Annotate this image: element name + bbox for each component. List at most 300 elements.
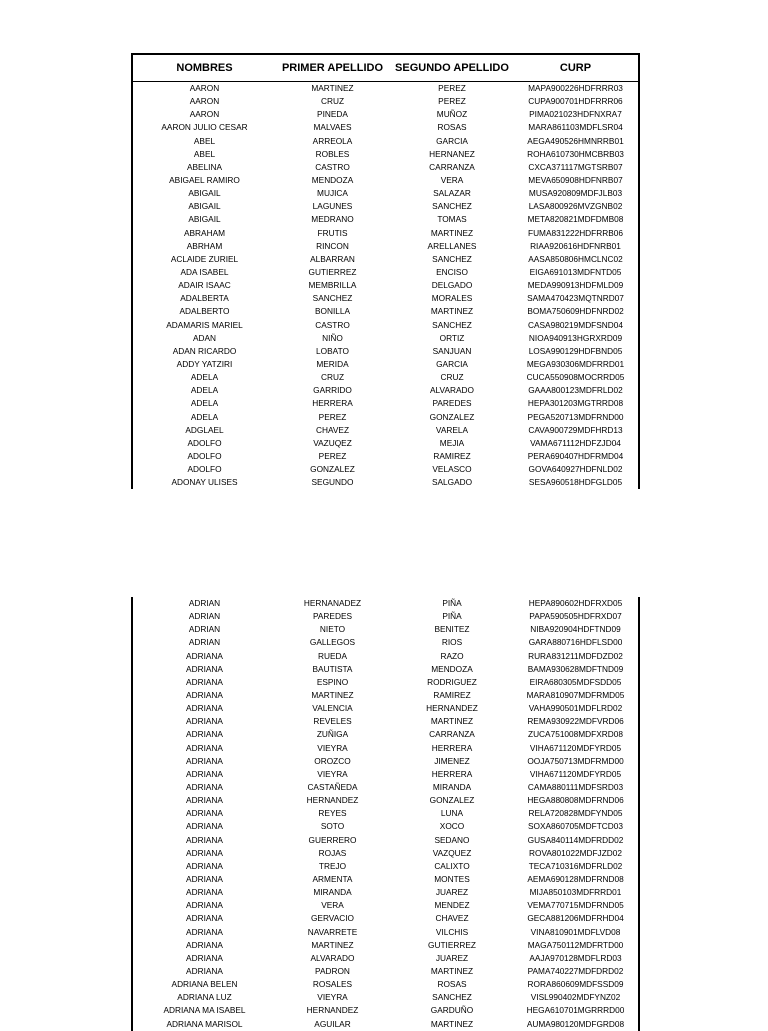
curp-cell: MEGA930306MDFRRD01: [526, 358, 625, 369]
segundo-apellido-cell: VERA: [440, 174, 464, 185]
segundo-apellido-cell: GONZALEZ: [429, 795, 475, 806]
segundo-apellido-cell: CALIXTO: [434, 860, 470, 871]
segundo-apellido-cell: GONZALEZ: [429, 411, 475, 422]
nombre-cell: ADRIANA: [186, 873, 223, 884]
nombre-cell: ADRIANA: [186, 795, 223, 806]
table-row: [133, 663, 638, 676]
curp-cell: VAMA671112HDFZJD04: [530, 437, 621, 448]
names-table-page-1: [131, 53, 640, 489]
primer-apellido-cell: VERA: [321, 900, 344, 911]
curp-cell: BOMA750609HDFNRD02: [527, 306, 624, 317]
nombre-cell: ADRIANA: [186, 965, 223, 976]
segundo-apellido-cell: MARTINEZ: [430, 306, 474, 317]
curp-cell: RIAA920616HDFNRB01: [530, 240, 621, 251]
primer-apellido-cell: ESPINO: [316, 676, 349, 687]
segundo-apellido-cell: TOMAS: [437, 214, 467, 225]
table-row: [133, 623, 638, 636]
nombre-cell: ADRIANA: [186, 703, 223, 714]
table-row: [133, 345, 638, 358]
nombre-cell: ADRIANA: [186, 939, 223, 950]
primer-apellido-cell: ARMENTA: [312, 873, 353, 884]
primer-apellido-cell: GARRIDO: [313, 385, 352, 396]
primer-apellido-cell: HERNANADEZ: [303, 598, 362, 608]
header-segundo-apellido: SEGUNDO APELLIDO: [395, 62, 509, 74]
table-row: [133, 332, 638, 345]
primer-apellido-cell: ROJAS: [318, 847, 347, 858]
curp-cell: MEVA650908HDFNRB07: [528, 174, 623, 185]
primer-apellido-cell: MENDOZA: [311, 174, 354, 185]
segundo-apellido-cell: GARCIA: [436, 358, 468, 369]
table-row: [133, 676, 638, 689]
curp-cell: MIJA850103MDFRRD01: [529, 887, 622, 898]
primer-apellido-cell: MALVAES: [313, 122, 352, 133]
primer-apellido-cell: PINEDA: [317, 109, 348, 120]
primer-apellido-cell: VIEYRA: [317, 742, 348, 753]
table-row: [133, 847, 638, 860]
nombre-cell: AARON: [189, 96, 220, 107]
curp-cell: LASA800926MVZGNB02: [528, 201, 623, 212]
curp-cell: GOVA640927HDFNLD02: [528, 464, 623, 475]
table-row: [133, 463, 638, 476]
nombre-cell: ADRIANA: [186, 808, 223, 819]
table-row: [133, 397, 638, 410]
primer-apellido-cell: NAVARRETE: [307, 926, 358, 937]
table-row: [133, 227, 638, 240]
table-row: [133, 939, 638, 952]
table-row: [133, 305, 638, 318]
curp-cell: ROVA801022MDFJZD02: [529, 847, 622, 858]
primer-apellido-cell: MIRANDA: [313, 887, 352, 898]
table-row: [133, 689, 638, 702]
primer-apellido-cell: OROZCO: [314, 755, 351, 766]
nombre-cell: ADRIANA: [186, 689, 223, 700]
segundo-apellido-cell: ALVARADO: [430, 385, 474, 396]
primer-apellido-cell: MEMBRILLA: [308, 280, 357, 291]
curp-cell: PIMA021023HDFNXRA7: [529, 109, 622, 120]
primer-apellido-cell: GUERRERO: [308, 834, 357, 845]
primer-apellido-cell: REYES: [318, 808, 347, 819]
segundo-apellido-cell: CARRANZA: [429, 729, 475, 740]
table-row: [133, 424, 638, 437]
primer-apellido-cell: PEREZ: [318, 411, 347, 422]
table-row: [133, 384, 638, 397]
curp-cell: EIGA691013MDFNTD05: [529, 266, 622, 277]
table-header: [133, 55, 638, 82]
segundo-apellido-cell: MORALES: [431, 293, 473, 304]
table-row: [133, 807, 638, 820]
nombre-cell: ADRIANA: [186, 952, 223, 963]
nombre-cell: ADRIANA: [186, 913, 223, 924]
curp-cell: LOSA990129HDFBND05: [528, 345, 623, 356]
table-row: [133, 742, 638, 755]
segundo-apellido-cell: SANCHEZ: [432, 319, 472, 330]
table-row: [133, 200, 638, 213]
table-row: [133, 650, 638, 663]
nombre-cell: ADRIANA: [186, 834, 223, 845]
table-body-page-2: [133, 597, 638, 1031]
primer-apellido-cell: CASTRO: [315, 161, 350, 172]
nombre-cell: ADDY YATZIRI: [176, 358, 233, 369]
table-row: [133, 781, 638, 794]
table-row: [133, 636, 638, 649]
table-row: [133, 371, 638, 384]
curp-cell: MAGA750112MDFRTD00: [527, 939, 624, 950]
table-row: [133, 266, 638, 279]
table-row: [133, 148, 638, 161]
curp-cell: EIRA680305MDFSDD05: [529, 676, 622, 687]
segundo-apellido-cell: MUÑOZ: [436, 109, 468, 120]
segundo-apellido-cell: JUAREZ: [435, 952, 469, 963]
primer-apellido-cell: SOTO: [320, 821, 345, 832]
curp-cell: RURA831211MDFDZD02: [528, 650, 623, 661]
nombre-cell: ADAN RICARDO: [172, 345, 237, 356]
primer-apellido-cell: CASTAÑEDA: [307, 781, 358, 792]
curp-cell: ZUCA751008MDFXRD08: [528, 729, 623, 740]
curp-cell: PERA690407HDFRMD04: [527, 450, 624, 461]
nombre-cell: AARON JULIO CESAR: [161, 122, 248, 133]
primer-apellido-cell: MARTINEZ: [311, 939, 354, 950]
table-row: [133, 768, 638, 781]
nombre-cell: ADRIANA: [186, 650, 223, 661]
segundo-apellido-cell: SANCHEZ: [432, 201, 472, 212]
nombre-cell: ADRIANA: [186, 676, 223, 687]
segundo-apellido-cell: MARTINEZ: [430, 965, 474, 976]
curp-cell: GECA881206MDFRHD04: [527, 913, 624, 924]
table-row: [133, 610, 638, 623]
segundo-apellido-cell: VARELA: [435, 424, 469, 435]
curp-cell: SESA960518HDFGLD05: [528, 477, 623, 488]
segundo-apellido-cell: ROSAS: [437, 979, 467, 990]
curp-cell: AAJA970128MDFLRD03: [529, 952, 622, 963]
table-row: [133, 95, 638, 108]
curp-cell: FUMA831222HDFRRB06: [528, 227, 623, 238]
nombre-cell: ABIGAIL: [188, 188, 221, 199]
nombre-cell: ADOLFO: [187, 437, 222, 448]
nombre-cell: ADALBERTA: [180, 293, 229, 304]
nombre-cell: ADALBERTO: [179, 306, 230, 317]
curp-cell: GAAA800123MDFRLD02: [528, 385, 623, 396]
primer-apellido-cell: SEGUNDO: [311, 477, 354, 488]
header-nombres: NOMBRES: [176, 62, 233, 74]
curp-cell: PAPA590505HDFRXD07: [529, 611, 622, 622]
primer-apellido-cell: VAZUQEZ: [313, 437, 352, 448]
table-row: [133, 715, 638, 728]
segundo-apellido-cell: RAZO: [440, 650, 464, 661]
primer-apellido-cell: LOBATO: [316, 345, 349, 356]
curp-cell: VINA810901MDFLVD08: [530, 926, 621, 937]
segundo-apellido-cell: SALGADO: [431, 477, 473, 488]
table-row: [133, 755, 638, 768]
nombre-cell: ABRAHAM: [183, 227, 226, 238]
table-row: [133, 187, 638, 200]
segundo-apellido-cell: ENCISO: [436, 266, 468, 277]
table-row: [133, 358, 638, 371]
primer-apellido-cell: CRUZ: [320, 96, 345, 107]
segundo-apellido-cell: CRUZ: [440, 372, 464, 383]
names-table-page-2: [131, 597, 640, 1031]
nombre-cell: ADRIANA: [186, 860, 223, 871]
table-row: [133, 926, 638, 939]
primer-apellido-cell: ALVARADO: [310, 952, 355, 963]
nombre-cell: ADRIANA MA ISABEL: [163, 1005, 246, 1016]
header-curp: CURP: [559, 62, 592, 74]
primer-apellido-cell: PADRON: [315, 965, 350, 976]
segundo-apellido-cell: SANJUAN: [432, 345, 472, 356]
curp-cell: CXCA371117MGTSRB07: [528, 161, 623, 172]
nombre-cell: ABRHAM: [186, 240, 223, 251]
table-row: [133, 860, 638, 873]
nombre-cell: ADRIANA: [186, 821, 223, 832]
table-row: [133, 135, 638, 148]
nombre-cell: ADAN: [192, 332, 217, 343]
segundo-apellido-cell: PEREZ: [438, 83, 466, 93]
segundo-apellido-cell: MARTINEZ: [430, 227, 474, 238]
segundo-apellido-cell: LUNA: [440, 808, 464, 819]
segundo-apellido-cell: SEDANO: [434, 834, 470, 845]
curp-cell: VIHA671120MDFYRD05: [529, 768, 622, 779]
primer-apellido-cell: ZUÑIGA: [316, 729, 349, 740]
primer-apellido-cell: VIEYRA: [317, 768, 348, 779]
primer-apellido-cell: GERVACIO: [310, 913, 355, 924]
nombre-cell: ADONAY ULISES: [171, 477, 238, 488]
curp-cell: MEDA990913HDFMLD09: [527, 280, 624, 291]
curp-cell: CASA980219MDFSND04: [528, 319, 623, 330]
primer-apellido-cell: PAREDES: [312, 611, 353, 622]
primer-apellido-cell: GONZALEZ: [310, 464, 355, 475]
nombre-cell: ADRIANA LUZ: [177, 992, 232, 1003]
nombre-cell: ADRIANA: [186, 847, 223, 858]
table-row: [133, 834, 638, 847]
nombre-cell: AARON: [189, 83, 220, 93]
curp-cell: GUSA840114MDFRDD02: [527, 834, 624, 845]
table-row: [133, 253, 638, 266]
primer-apellido-cell: RUEDA: [317, 650, 348, 661]
curp-cell: OOJA750713MDFRMD00: [527, 755, 624, 766]
segundo-apellido-cell: MEJIA: [439, 437, 465, 448]
curp-cell: CAMA880111MDFSRD03: [527, 781, 624, 792]
primer-apellido-cell: CASTRO: [315, 319, 350, 330]
table-row: [133, 991, 638, 1004]
nombre-cell: ADRIANA BELEN: [171, 979, 238, 990]
nombre-cell: ABEL: [193, 135, 216, 146]
segundo-apellido-cell: JIMENEZ: [434, 755, 470, 766]
curp-cell: VAHA990501MDFLRD02: [528, 703, 623, 714]
table-row: [133, 873, 638, 886]
table-row: [133, 1018, 638, 1031]
segundo-apellido-cell: CARRANZA: [429, 161, 475, 172]
table-row: [133, 702, 638, 715]
curp-cell: SAMA470423MQTNRD07: [527, 293, 624, 304]
segundo-apellido-cell: ORTIZ: [439, 332, 465, 343]
curp-cell: HEPA301203MGTRRD08: [527, 398, 624, 409]
table-row: [133, 437, 638, 450]
table-row: [133, 965, 638, 978]
nombre-cell: ADRIANA: [186, 768, 223, 779]
primer-apellido-cell: GUTIERREZ: [308, 266, 357, 277]
curp-cell: AUMA980120MDFGRD08: [526, 1018, 625, 1029]
primer-apellido-cell: RINCON: [316, 240, 349, 251]
table-row: [133, 1004, 638, 1017]
primer-apellido-cell: HERNANDEZ: [306, 1005, 359, 1016]
table-row: [133, 794, 638, 807]
segundo-apellido-cell: VILCHIS: [435, 926, 469, 937]
table-row: [133, 912, 638, 925]
segundo-apellido-cell: HERNANEZ: [429, 148, 475, 159]
curp-cell: SOXA860705MDFTCD03: [528, 821, 623, 832]
nombre-cell: ADOLFO: [187, 450, 222, 461]
segundo-apellido-cell: MONTES: [434, 873, 470, 884]
primer-apellido-cell: VIEYRA: [317, 992, 348, 1003]
nombre-cell: ADRIAN: [188, 598, 221, 608]
table-row: [133, 240, 638, 253]
nombre-cell: ADELA: [190, 411, 219, 422]
nombre-cell: ADOLFO: [187, 464, 222, 475]
curp-cell: HEGA880808MDFRND06: [527, 795, 624, 806]
segundo-apellido-cell: HERRERA: [431, 768, 473, 779]
curp-cell: AEGA490526HMNRRB01: [527, 135, 624, 146]
table-row: [133, 161, 638, 174]
segundo-apellido-cell: DELGADO: [431, 280, 473, 291]
nombre-cell: ADRIANA: [186, 716, 223, 727]
table-row: [133, 411, 638, 424]
primer-apellido-cell: REVELES: [313, 716, 352, 727]
curp-cell: AEMA690128MDFRND08: [527, 873, 624, 884]
primer-apellido-cell: CHAVEZ: [315, 424, 350, 435]
nombre-cell: ADRIANA: [186, 887, 223, 898]
segundo-apellido-cell: SANCHEZ: [432, 992, 472, 1003]
curp-cell: VEMA770715MDFRND05: [527, 900, 624, 911]
primer-apellido-cell: VALENCIA: [312, 703, 353, 714]
primer-apellido-cell: ARREOLA: [312, 135, 353, 146]
segundo-apellido-cell: RIOS: [441, 637, 463, 648]
primer-apellido-cell: MARTINEZ: [311, 689, 354, 700]
table-row: [133, 978, 638, 991]
segundo-apellido-cell: PAREDES: [432, 398, 472, 409]
primer-apellido-cell: BONILLA: [314, 306, 351, 317]
segundo-apellido-cell: GARCIA: [436, 135, 468, 146]
segundo-apellido-cell: RAMIREZ: [433, 450, 471, 461]
segundo-apellido-cell: MARTINEZ: [430, 716, 474, 727]
primer-apellido-cell: ROSALES: [312, 979, 353, 990]
nombre-cell: ADRIANA: [186, 742, 223, 753]
table-row: [133, 279, 638, 292]
nombre-cell: ADRIAN: [188, 624, 221, 635]
primer-apellido-cell: MEDRANO: [311, 214, 354, 225]
primer-apellido-cell: LAGUNES: [312, 201, 353, 212]
primer-apellido-cell: ROBLES: [315, 148, 350, 159]
curp-cell: GARA880716HDFLSD00: [528, 637, 623, 648]
segundo-apellido-cell: SALAZAR: [433, 188, 471, 199]
table-row: [133, 82, 638, 95]
curp-cell: CUPA900701HDFRRR06: [528, 96, 623, 107]
curp-cell: TECA710316MDFRLD02: [528, 860, 623, 871]
curp-cell: MAPA900226HDFRRR03: [528, 83, 623, 93]
primer-apellido-cell: MERIDA: [316, 358, 349, 369]
table-row: [133, 820, 638, 833]
segundo-apellido-cell: MIRANDA: [432, 781, 472, 792]
nombre-cell: ADRIANA: [186, 781, 223, 792]
primer-apellido-cell: MARTINEZ: [311, 83, 354, 93]
curp-cell: REMA930922MDFVRD06: [527, 716, 624, 727]
nombre-cell: ABIGAEL RAMIRO: [169, 174, 240, 185]
table-row: [133, 728, 638, 741]
nombre-cell: ABIGAIL: [188, 201, 221, 212]
curp-cell: BAMA930628MDFTND09: [527, 663, 624, 674]
segundo-apellido-cell: MENDEZ: [434, 900, 470, 911]
primer-apellido-cell: ALBARRAN: [310, 253, 355, 264]
segundo-apellido-cell: SANCHEZ: [432, 253, 472, 264]
segundo-apellido-cell: GARDUÑO: [430, 1005, 474, 1016]
curp-cell: RORA860609MDFSSD09: [527, 979, 624, 990]
primer-apellido-cell: PEREZ: [318, 450, 347, 461]
curp-cell: META820821MDFDMB08: [527, 214, 624, 225]
segundo-apellido-cell: CHAVEZ: [435, 913, 469, 924]
curp-cell: VIHA671120MDFYRD05: [529, 742, 622, 753]
table-row: [133, 108, 638, 121]
curp-cell: HEPA890602HDFRXD05: [528, 598, 623, 608]
segundo-apellido-cell: RAMIREZ: [433, 689, 471, 700]
nombre-cell: ABELINA: [186, 161, 223, 172]
segundo-apellido-cell: MENDOZA: [431, 663, 473, 674]
primer-apellido-cell: MUJICA: [317, 188, 348, 199]
segundo-apellido-cell: HERRERA: [431, 742, 473, 753]
segundo-apellido-cell: HERNANDEZ: [426, 703, 478, 714]
table-row: [133, 319, 638, 332]
table-body-page-1: [133, 82, 638, 489]
table-row: [133, 213, 638, 226]
segundo-apellido-cell: PEREZ: [438, 96, 466, 107]
nombre-cell: ADRIANA: [186, 900, 223, 911]
nombre-cell: ABIGAIL: [188, 214, 221, 225]
primer-apellido-cell: NIÑO: [322, 332, 343, 343]
nombre-cell: ADRIANA: [186, 755, 223, 766]
segundo-apellido-cell: VELASCO: [432, 464, 472, 475]
primer-apellido-cell: CRUZ: [320, 372, 345, 383]
curp-cell: ROHA610730HMCBRB03: [527, 148, 624, 159]
primer-apellido-cell: SANCHEZ: [312, 293, 353, 304]
segundo-apellido-cell: PIÑA: [442, 611, 462, 622]
segundo-apellido-cell: XOCO: [439, 821, 465, 832]
table-row: [133, 476, 638, 489]
segundo-apellido-cell: VAZQUEZ: [432, 847, 472, 858]
curp-cell: MARA861103MDFLSR04: [528, 122, 623, 133]
nombre-cell: ABEL: [193, 148, 216, 159]
nombre-cell: ADELA: [190, 385, 219, 396]
segundo-apellido-cell: ARELLANES: [427, 240, 477, 251]
primer-apellido-cell: HERRERA: [312, 398, 353, 409]
curp-cell: MUSA920809MDFJLB03: [528, 188, 623, 199]
segundo-apellido-cell: MARTINEZ: [430, 1018, 474, 1029]
nombre-cell: ADRIAN: [188, 611, 221, 622]
nombre-cell: ADRIANA: [186, 729, 223, 740]
table-row: [133, 121, 638, 134]
primer-apellido-cell: HERNANDEZ: [306, 795, 359, 806]
curp-cell: CUCA550908MOCRRD05: [526, 372, 625, 383]
nombre-cell: ADRIANA: [186, 663, 223, 674]
primer-apellido-cell: TREJO: [318, 860, 347, 871]
nombre-cell: ADA ISABEL: [180, 266, 229, 277]
table-row: [133, 952, 638, 965]
segundo-apellido-cell: BENITEZ: [434, 624, 470, 635]
nombre-cell: ADELA: [190, 372, 219, 383]
nombre-cell: ACLAIDE ZURIEL: [170, 253, 239, 264]
primer-apellido-cell: AGUILAR: [314, 1018, 351, 1029]
nombre-cell: ADELA: [190, 398, 219, 409]
header-primer-apellido: PRIMER APELLIDO: [281, 62, 384, 74]
segundo-apellido-cell: PIÑA: [442, 598, 462, 608]
curp-cell: PEGA520713MDFRND00: [527, 411, 624, 422]
curp-cell: RELA720828MDFYND05: [528, 808, 623, 819]
